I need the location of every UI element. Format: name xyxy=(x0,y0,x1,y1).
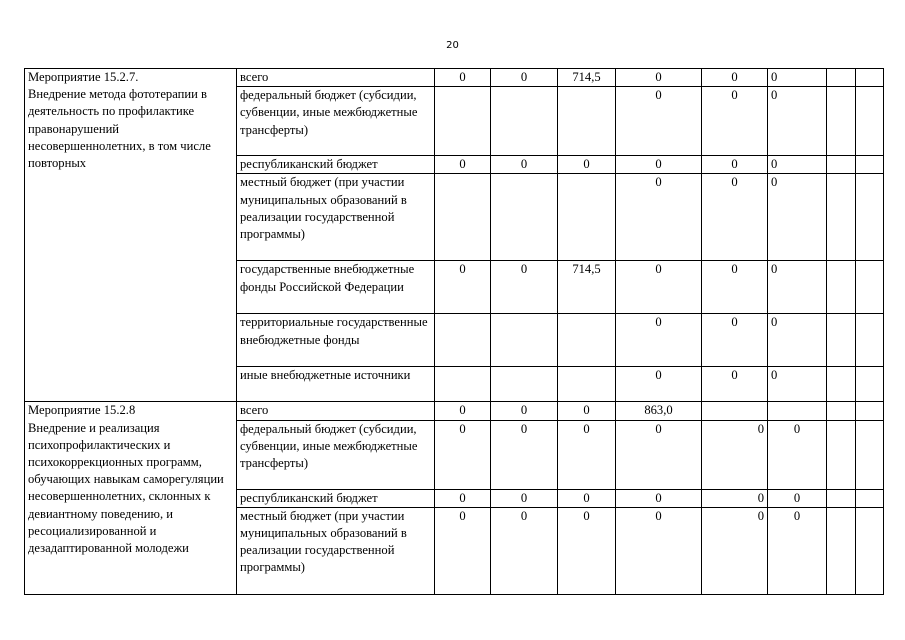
value-cell: 0 xyxy=(702,489,768,507)
funding-source: местный бюджет (при участии муниципальных образований в реализации государственной программы) xyxy=(237,174,435,261)
value-cell: 0 xyxy=(768,507,827,594)
funding-source: всего xyxy=(237,402,435,420)
value-cell: 0 xyxy=(702,69,768,87)
value-cell xyxy=(435,87,491,156)
value-cell: 0 xyxy=(491,156,558,174)
value-cell: 0 xyxy=(702,420,768,489)
funding-source: республиканский бюджет xyxy=(237,489,435,507)
value-cell xyxy=(827,402,856,420)
value-cell xyxy=(856,261,884,314)
value-cell xyxy=(827,314,856,367)
value-cell: 0 xyxy=(616,420,702,489)
value-cell xyxy=(856,367,884,402)
value-cell: 0 xyxy=(491,261,558,314)
value-cell xyxy=(558,174,616,261)
event-cell xyxy=(25,402,237,594)
value-cell: 0 xyxy=(558,156,616,174)
value-cell: 0 xyxy=(616,507,702,594)
value-cell xyxy=(558,314,616,367)
value-cell xyxy=(435,314,491,367)
funding-source: территориальные государственные внебюджетные фонды xyxy=(237,314,435,367)
funding-source: федеральный бюджет (субсидии, субвенции, иные межбюджетные трансферты) xyxy=(237,420,435,489)
event-description: Внедрение и реализация психопрофилактических и психокоррекционных программ, обучающих навыкам саморегуляции несовершеннолетних, склонных к девиантному поведению, и ресоциализированной и дезадаптированной молодежи xyxy=(28,420,224,556)
funding-source: государственные внебюджетные фонды Российской Федерации xyxy=(237,261,435,314)
value-cell xyxy=(827,420,856,489)
value-cell: 0 xyxy=(616,314,702,367)
value-cell: 0 xyxy=(768,261,827,314)
event-title: Мероприятие 15.2.7. xyxy=(28,70,139,84)
value-cell: 0 xyxy=(558,402,616,420)
value-cell: 0 xyxy=(616,174,702,261)
value-cell: 0 xyxy=(491,402,558,420)
value-cell xyxy=(558,367,616,402)
value-cell xyxy=(856,174,884,261)
funding-source: республиканский бюджет xyxy=(237,156,435,174)
page-number: 20 xyxy=(446,40,459,51)
value-cell: 0 xyxy=(435,69,491,87)
value-cell: 0 xyxy=(768,69,827,87)
value-cell xyxy=(558,87,616,156)
value-cell: 0 xyxy=(435,261,491,314)
value-cell: 0 xyxy=(616,87,702,156)
value-cell: 0 xyxy=(435,156,491,174)
value-cell xyxy=(856,69,884,87)
value-cell: 0 xyxy=(768,367,827,402)
value-cell: 0 xyxy=(702,156,768,174)
event-title: Мероприятие 15.2.8 xyxy=(28,403,136,418)
value-cell: 0 xyxy=(768,489,827,507)
value-cell: 0 xyxy=(768,156,827,174)
value-cell xyxy=(491,367,558,402)
value-cell: 0 xyxy=(558,420,616,489)
value-cell: 0 xyxy=(616,156,702,174)
value-cell xyxy=(856,507,884,594)
value-cell: 0 xyxy=(616,261,702,314)
value-cell xyxy=(827,69,856,87)
funding-source: иные внебюджетные источники xyxy=(237,367,435,402)
value-cell xyxy=(827,156,856,174)
table-row xyxy=(25,69,884,87)
funding-source: всего xyxy=(237,69,435,87)
value-cell: 0 xyxy=(558,489,616,507)
value-cell xyxy=(827,507,856,594)
value-cell xyxy=(856,314,884,367)
funding-source: федеральный бюджет (субсидии, субвенции, иные межбюджетные трансферты) xyxy=(237,87,435,156)
value-cell xyxy=(827,367,856,402)
value-cell: 0 xyxy=(616,367,702,402)
value-cell xyxy=(768,402,827,420)
event-cell xyxy=(25,69,237,402)
value-cell: 0 xyxy=(435,402,491,420)
value-cell: 0 xyxy=(768,314,827,367)
value-cell: 0 xyxy=(491,420,558,489)
value-cell xyxy=(435,367,491,402)
value-cell: 714,5 xyxy=(558,69,616,87)
value-cell: 0 xyxy=(702,507,768,594)
value-cell xyxy=(856,489,884,507)
value-cell xyxy=(491,314,558,367)
value-cell xyxy=(856,420,884,489)
value-cell xyxy=(827,174,856,261)
value-cell: 0 xyxy=(702,261,768,314)
funding-source: местный бюджет (при участии муниципальных образований в реализации государственной программы) xyxy=(237,507,435,594)
value-cell: 863,0 xyxy=(616,402,702,420)
value-cell: 0 xyxy=(435,507,491,594)
value-cell: 0 xyxy=(616,489,702,507)
value-cell: 0 xyxy=(558,507,616,594)
event-description: Внедрение метода фототерапии в деятельность по профилактике правонарушений несовершеннолетних, в том числе повторных xyxy=(28,87,211,171)
value-cell: 0 xyxy=(491,507,558,594)
value-cell xyxy=(702,402,768,420)
value-cell: 0 xyxy=(768,87,827,156)
value-cell: 0 xyxy=(491,489,558,507)
value-cell xyxy=(856,402,884,420)
value-cell xyxy=(491,87,558,156)
value-cell: 0 xyxy=(702,174,768,261)
value-cell xyxy=(435,174,491,261)
value-cell: 0 xyxy=(435,489,491,507)
value-cell xyxy=(827,489,856,507)
value-cell: 0 xyxy=(435,420,491,489)
value-cell: 0 xyxy=(702,314,768,367)
value-cell: 0 xyxy=(702,87,768,156)
table-row xyxy=(25,402,884,420)
value-cell: 0 xyxy=(768,174,827,261)
value-cell: 0 xyxy=(702,367,768,402)
budget-table xyxy=(24,68,884,595)
value-cell: 714,5 xyxy=(558,261,616,314)
value-cell: 0 xyxy=(616,69,702,87)
value-cell xyxy=(827,87,856,156)
value-cell: 0 xyxy=(491,69,558,87)
value-cell xyxy=(827,261,856,314)
value-cell xyxy=(856,87,884,156)
value-cell xyxy=(856,156,884,174)
value-cell xyxy=(491,174,558,261)
value-cell: 0 xyxy=(768,420,827,489)
